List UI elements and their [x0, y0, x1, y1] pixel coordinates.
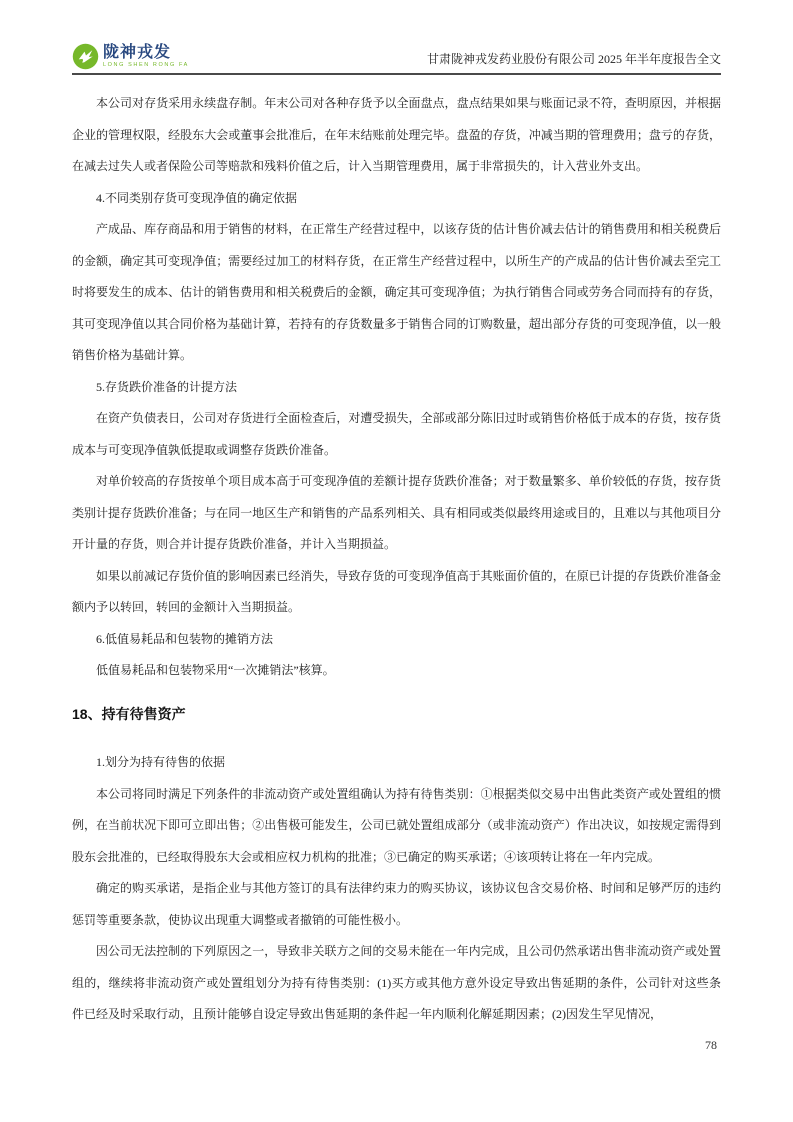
logo-name-cn: 陇神戎发 [103, 43, 172, 61]
document-title: 甘肃陇神戎发药业股份有限公司 2025 年半年度报告全文 [426, 52, 721, 66]
sub-item-heading: 6.低值易耗品和包装物的摊销方法 [96, 631, 274, 646]
paragraph: 本公司对存货采用永续盘存制。年末公司对各种存货予以全面盘点，盘点结果如果与账面记录不符，查明原因，并根据企业的管理权限，经股东大会或董事会批准后，在年末结账前处理完毕。盘盈的存货，冲减当期的管理费用；盘亏的存货，在减去过失人或者保险公司等赔款和残料价值之后，计入当期管理费用，属于非常损失的，计入营业外支出。 [72, 96, 721, 173]
sub-item-heading: 1.划分为持有待售的依据 [96, 755, 226, 769]
sub-item-heading: 4.不同类别存货可变现净值的确定依据 [96, 190, 298, 205]
page-header [72, 40, 721, 75]
logo-bird-icon [72, 43, 99, 70]
document-body [72, 88, 721, 1031]
paragraph: 在资产负债表日，公司对存货进行全面检查后，对遭受损失，全部或部分陈旧过时或销售价格低于成本的存货，按存货成本与可变现净值孰低提取或调整存货跌价准备。 [72, 411, 721, 457]
paragraph: 对单价较高的存货按单个项目成本高于可变现净值的差额计提存货跌价准备；对于数量繁多、单价较低的存货，按存货类别计提存货跌价准备；与在同一地区生产和销售的产品系列相关、具有相同或类似最终用途或目的，且难以与其他项目分开计量的存货，则合并计提存货跌价准备，并计入当期损益。 [72, 474, 721, 551]
logo-name-en: LONG SHEN RONG FA [103, 61, 189, 68]
paragraph: 产成品、库存商品和用于销售的材料，在正常生产经营过程中，以该存货的估计售价减去估计的销售费用和相关税费后的金额，确定其可变现净值；需要经过加工的材料存货，在正常生产经营过程中，以所生产的产成品的估计售价减去至完工时将要发生的成本、估计的销售费用和相关税费后的金额，确定其可变现净值；为执行销售合同或劳务合同而持有的存货，其可变现净值以其合同价格为基础计算，若持有的存货数量多于销售合同的订购数量，超出部分存货的可变现净值，以一般销售价格为基础计算。 [72, 222, 721, 362]
paragraph: 低值易耗品和包装物采用“一次摊销法”核算。 [96, 663, 335, 677]
sub-item-heading: 5.存货跌价准备的计提方法 [96, 379, 238, 394]
paragraph: 本公司将同时满足下列条件的非流动资产或处置组确认为持有待售类别：①根据类似交易中出售此类资产或处置组的惯例，在当前状况下即可立即出售；②出售极可能发生，公司已就处置组成部分（或非流动资产）作出决议，如按规定需得到股东会批准的，已经取得股东大会或相应权力机构的批准；③已确定的购买承诺；④该项转让将在一年内完成。 [72, 786, 721, 864]
paragraph: 如果以前减记存货价值的影响因素已经消失，导致存货的可变现净值高于其账面价值的，在原已计提的存货跌价准备金额内予以转回，转回的金额计入当期损益。 [72, 568, 721, 614]
paragraph: 因公司无法控制的下列原因之一，导致非关联方之间的交易未能在一年内完成，且公司仍然承诺出售非流动资产或处置组的，继续将非流动资产或处置组划分为持有待售类别：(1)买方或其他方意外设定导致出售延期的条件，公司针对这些条件已经及时采取行动，且预计能够自设定导致出售延期的条件起一年内顺利化解延期因素；(2)因发生罕见情况， [72, 944, 721, 1021]
page-number: 78 [705, 1038, 717, 1052]
paragraph: 确定的购买承诺，是指企业与其他方签订的具有法律约束力的购买协议，该协议包含交易价格、时间和足够严厉的违约惩罚等重要条款，使协议出现重大调整或者撤销的可能性极小。 [72, 881, 721, 927]
company-logo [72, 43, 189, 73]
section-heading-18: 18、持有待售资产 [72, 705, 186, 722]
logo-wordmark [103, 45, 189, 69]
